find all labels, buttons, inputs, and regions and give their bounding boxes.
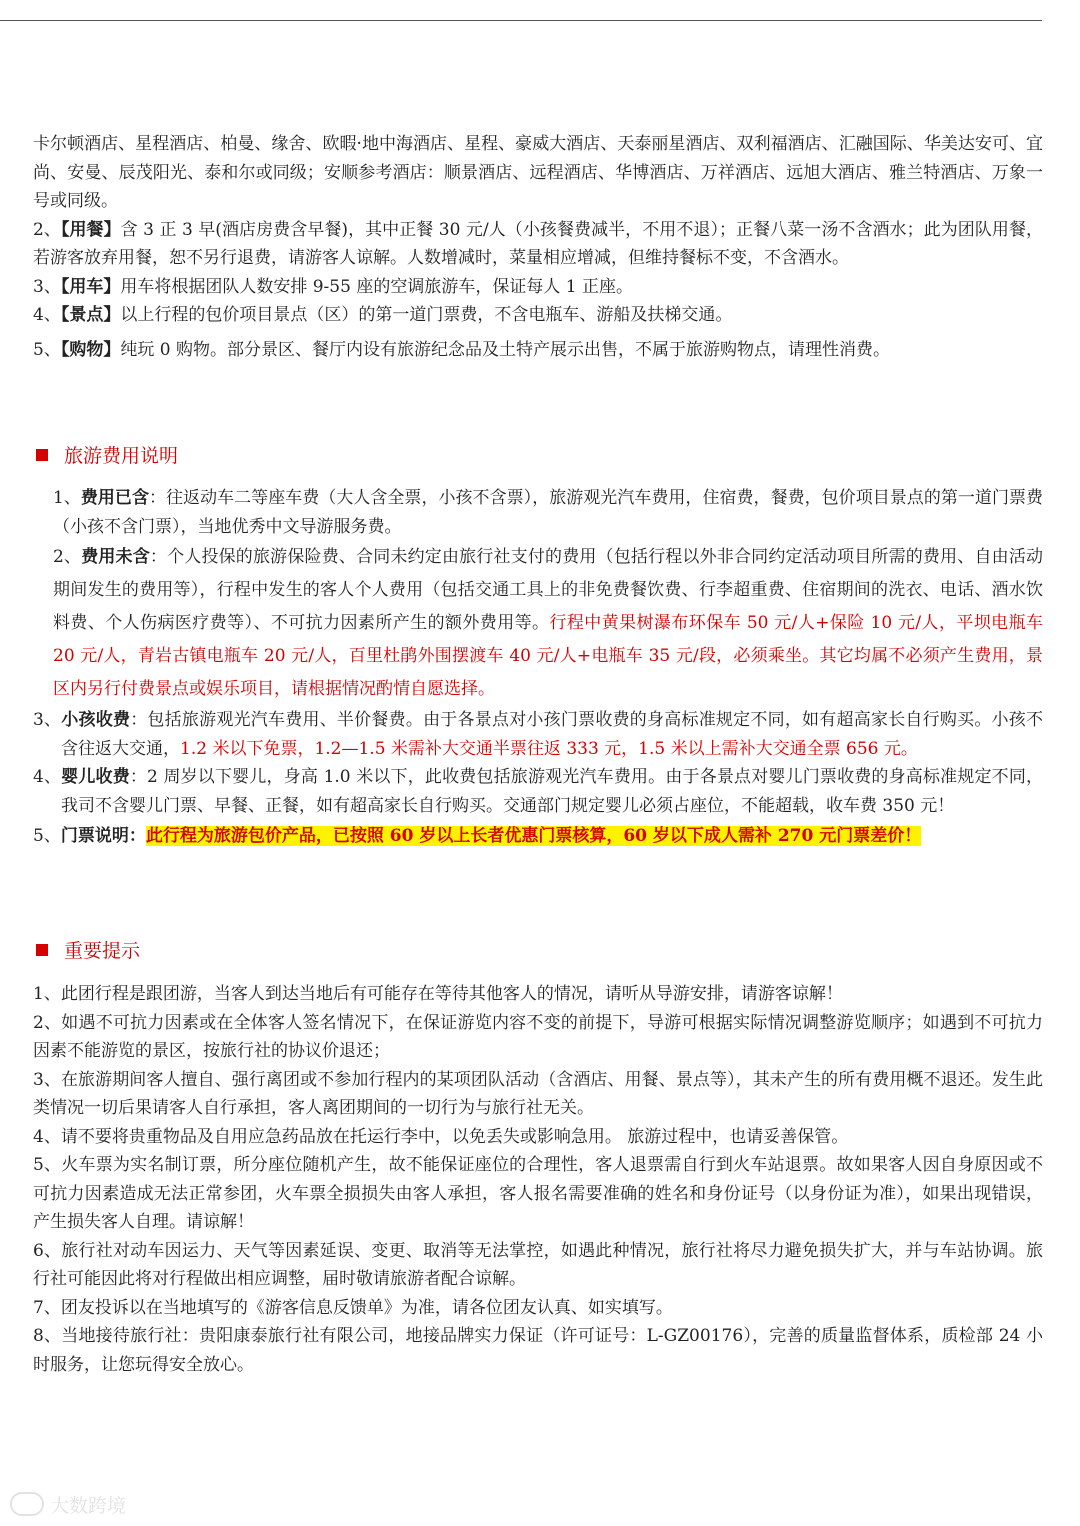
watermark-logo-icon	[10, 1492, 44, 1516]
shop-label: 【购物】	[60, 339, 121, 360]
watermark: 大数跨境	[10, 1490, 126, 1522]
fees-section-title: 旅游费用说明	[36, 441, 178, 471]
tip-item: 5、火车票为实名制订票，所分座位随机产生，故不能保证座位的合理性，客人退票需自行到火车站退票。故如果客人因自身原因或不可抗力因素造成无法正常参团，火车票全损损失由客人承担，客人报名需要准确的姓名和身份证号（以身份证为准），如果出现错误，产生损失客人自理。请谅解！	[33, 1155, 1043, 1232]
tips-section	[33, 980, 1043, 1379]
fee-item-ticket: 5、门票说明：此行程为旅游包价产品，已按照 60 岁以上长者优惠门票核算，60 岁以下成人需补 270 元门票差价！	[33, 826, 922, 846]
tips-section-title: 重要提示	[36, 936, 140, 966]
fee-excluded-notice: 行程中黄果树瀑布环保车 50 元/人+保险 10 元/人，平坝电瓶车 20 元/人，青岩古镇电瓶车 20 元/人，百里杜鹃外围摆渡车 40 元/人+电瓶车 35 元/段，必须乘坐。其它均属不必须产生费用，景区内另行付费景点或娱乐项目，请根据情况酌情自愿选择。	[53, 613, 1044, 699]
tip-item: 6、旅行社对动车因运力、天气等因素延误、变更、取消等无法掌控，如遇此种情况，旅行社将尽力避免损失扩大，并与车站协调。旅行社可能因此将对行程做出相应调整，届时敬请旅游者配合谅解。	[33, 1240, 1043, 1289]
top-rule	[0, 20, 1042, 21]
meal-label: 【用餐】	[60, 219, 121, 240]
car-item: 3、【用车】用车将根据团队人数安排 9-55 座的空调旅游车，保证每人 1 正座。	[33, 276, 633, 297]
shop-item: 5、【购物】纯玩 0 购物。部分景区、餐厅内设有旅游纪念品及土特产展示出售，不属于旅游购物点，请理性消费。	[33, 339, 890, 360]
tip-item: 2、如遇不可抗力因素或在全体客人签名情况下，在保证游览内容不变的前提下，导游可根据实际情况调整游览顺序；如遇到不可抗力因素不能游览的景区，按旅行社的协议价退还；	[33, 1012, 1043, 1061]
fee-item-child: 3、小孩收费：包括旅游观光汽车费用、半价餐费。由于各景点对小孩门票收费的身高标准规定不同，如有超高家长自行购买。小孩不含往返大交通，1.2 米以下免票，1.2—1.5 米需补大交通半票往返 333 元，1.5 米以上需补大交通全票 656 元。	[33, 710, 1044, 759]
fee-child-notice: 1.2 米以下免票，1.2—1.5 米需补大交通半票往返 333 元，1.5 米以上需补大交通全票 656 元。	[180, 738, 918, 759]
fee-item-included: 1、费用已含：往返动车二等座车费（大人含全票，小孩不含票），旅游观光汽车费用，住宿费，餐费，包价项目景点的第一道门票费（小孩不含门票），当地优秀中文导游服务费。	[53, 488, 1043, 537]
fee-item-infant: 4、婴儿收费：2 周岁以下婴儿，身高 1.0 米以下，此收费包括旅游观光汽车费用。由于各景点对婴儿门票收费的身高标准规定不同，我司不含婴儿门票、早餐、正餐，如有超高家长自行购买。交通部门规定婴儿必须占座位，不能超载，收车费 350 元！	[33, 767, 1043, 816]
spot-label: 【景点】	[60, 305, 121, 325]
intro-section	[33, 130, 1043, 364]
meal-item: 2、【用餐】含 3 正 3 早(酒店房费含早餐)，其中正餐 30 元/人（小孩餐费减半，不用不退）；正餐八菜一汤不含酒水；此为团队用餐，若游客放弃用餐，恕不另行退费，请游客人谅解。人数增减时，菜量相应增减，但维持餐标不变，不含酒水。	[33, 219, 1044, 268]
red-square-icon	[36, 449, 48, 461]
tip-item: 1、此团行程是跟团游，当客人到达当地后有可能存在等待其他客人的情况，请听从导游安排，请游客谅解！	[33, 984, 843, 1004]
car-label: 【用车】	[60, 276, 121, 297]
fees-section	[33, 484, 1043, 851]
tip-item: 3、在旅游期间客人擅自、强行离团或不参加行程内的某项团队活动（含酒店、用餐、景点等），其未产生的所有费用概不退还。发生此类情况一切后果请客人自行承担，客人离团期间的一切行为与旅行社无关。	[33, 1069, 1043, 1118]
tip-item: 4、请不要将贵重物品及自用应急药品放在托运行李中，以免丢失或影响急用。 旅游过程中，也请妥善保管。	[33, 1126, 849, 1147]
ticket-highlight: 此行程为旅游包价产品，已按照 60 岁以上长者优惠门票核算，60 岁以下成人需补 270 元门票差价！	[145, 826, 922, 846]
red-square-icon	[36, 944, 48, 956]
tip-item: 8、当地接待旅行社：贵阳康泰旅行社有限公司，地接品牌实力保证（许可证号：L-GZ00176），完善的质量监督体系，质检部 24 小时服务，让您玩得安全放心。	[33, 1326, 1043, 1375]
fee-item-excluded: 2、费用未含：个人投保的旅游保险费、合同未约定由旅行社支付的费用（包括行程以外非合同约定活动项目所需的费用、自由活动期间发生的费用等），行程中发生的客人个人费用（包括交通工具上的非免费餐饮费、行李超重费、住宿期间的洗衣、电话、酒水饮料费、个人伤病医疗费等）、不可抗力因素所产生的额外费用等。行程中黄果树瀑布环保车 50 元/人+保险 10 元/人，平坝电瓶车 20 元/人，青岩古镇电瓶车 20 元/人，百里杜鹃外围摆渡车 40 元/人+电瓶车 35 元/段，必须乘坐。其它均属不必须产生费用，景区内另行付费景点或娱乐项目，请根据情况酌情自愿选择。	[53, 547, 1044, 699]
hotel-list: 卡尔顿酒店、星程酒店、柏曼、缘舍、欧暇·地中海酒店、星程、豪威大酒店、天泰丽星酒店、双利福酒店、汇融国际、华美达安可、宜尚、安曼、辰茂阳光、泰和尔或同级；安顺参考酒店：顺景酒店、远程酒店、华博酒店、万祥酒店、远旭大酒店、雅兰特酒店、万象一号或同级。	[33, 134, 1043, 211]
spot-item: 4、【景点】以上行程的包价项目景点（区）的第一道门票费，不含电瓶车、游船及扶梯交通。	[33, 305, 733, 325]
tip-item: 7、团友投诉以在当地填写的《游客信息反馈单》为准，请各位团友认真、如实填写。	[33, 1297, 673, 1318]
